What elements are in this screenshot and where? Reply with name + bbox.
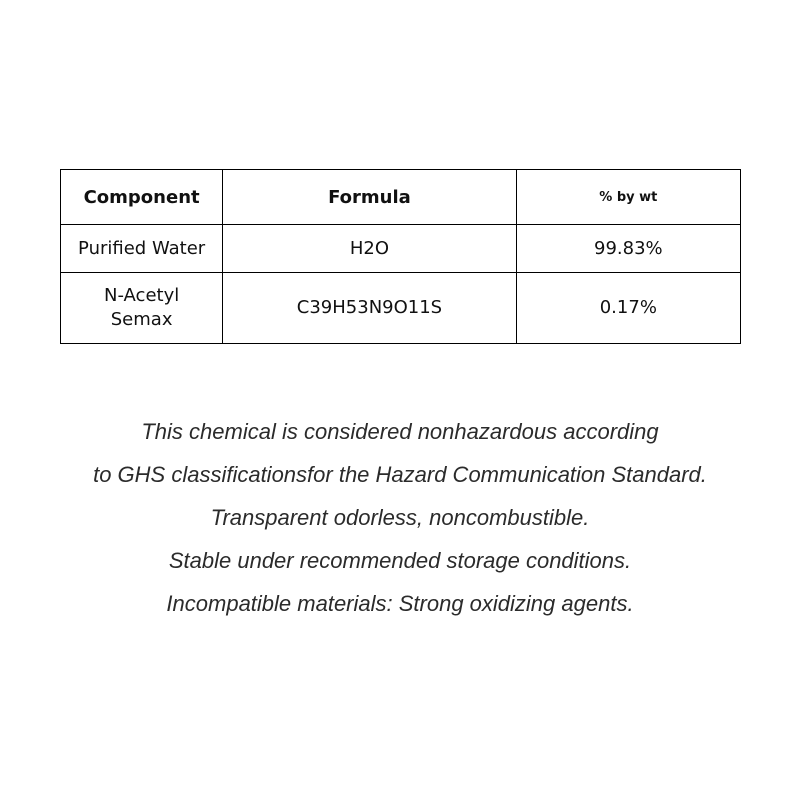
statement-line: Incompatible materials: Strong oxidizing agents. [166,591,634,616]
statement-line: to GHS classificationsfor the Hazard Communication Standard. [93,462,707,487]
cell-component-line: Semax [110,309,173,330]
statement-line: Transparent odorless, noncombustible. [210,505,590,530]
table-row [61,273,741,344]
header-formula: Formula [223,170,516,225]
cell-component-line: N-Acetyl [103,285,180,306]
cell-percent: 0.17% [516,273,740,344]
statement-line: Stable under recommended storage conditions. [168,548,632,573]
cell-formula: H2O [223,225,516,273]
header-component: Component [61,170,223,225]
cell-formula: C39H53N9O11S [223,273,516,344]
composition-table [60,169,741,344]
cell-component [61,273,223,344]
table-header-row [61,170,741,225]
safety-statement [0,414,800,629]
statement-line: This chemical is considered nonhazardous according [141,419,659,444]
cell-component: Purified Water [61,225,223,273]
header-percent-by-weight: % by wt [516,170,740,225]
table-row [61,225,741,273]
cell-percent: 99.83% [516,225,740,273]
